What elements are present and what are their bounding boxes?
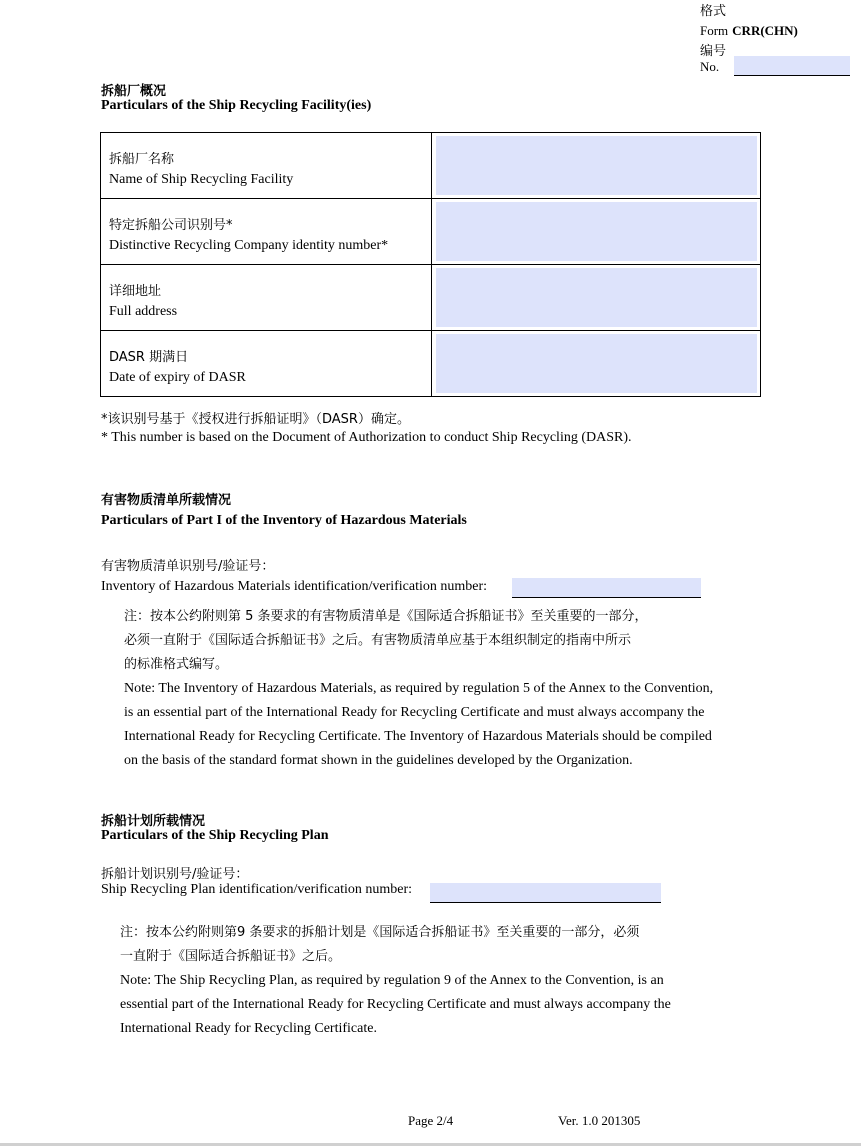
no-label-en: No. xyxy=(700,59,720,74)
note-line-cn: 一直附于《国际适合拆船证书》之后。 xyxy=(120,949,342,964)
form-label-en: Form xyxy=(700,23,729,38)
form-code: CRR(CHN) xyxy=(732,23,798,38)
inventory-note xyxy=(124,605,713,773)
inventory-field-label-cn: 有害物质清单识别号/验证号： xyxy=(101,559,275,574)
note-line-cn: 的标准格式编写。 xyxy=(124,657,229,672)
company-id-label xyxy=(101,199,432,264)
plan-note xyxy=(120,921,671,1041)
label-cn: DASR 期满日 xyxy=(109,350,189,365)
plan-id-input[interactable] xyxy=(430,883,661,903)
inventory-title-en: Particulars of Part I of the Inventory of Hazardous Materials xyxy=(101,513,467,528)
table-row xyxy=(101,265,760,331)
label-cn: 特定拆船公司识别号* xyxy=(109,218,233,233)
note-line-en: International Ready for Recycling Certificate. The Inventory of Hazardous Materials should be compiled xyxy=(124,729,712,744)
note-line-en: Note: The Ship Recycling Plan, as required by regulation 9 of the Annex to the Convention, is an xyxy=(120,973,664,988)
form-label-cn: 格式 xyxy=(700,4,727,19)
dasr-expiry-input[interactable] xyxy=(436,334,757,393)
label-cn: 详细地址 xyxy=(109,284,162,299)
inventory-field-label-en: Inventory of Hazardous Materials identification/verification number: xyxy=(101,579,488,594)
label-en: Name of Ship Recycling Facility xyxy=(109,172,294,187)
page-number: Page 2/4 xyxy=(408,1113,454,1128)
label-en: Distinctive Recycling Company identity number* xyxy=(109,238,389,253)
plan-field-label-cn: 拆船计划识别号/验证号： xyxy=(101,867,249,882)
address-input[interactable] xyxy=(436,268,757,327)
footnote-en: * This number is based on the Document of Authorization to conduct Ship Recycling (DASR). xyxy=(101,430,632,445)
note-line-en: on the basis of the standard format shown in the guidelines developed by the Organization. xyxy=(124,753,633,768)
note-line-en: essential part of the International Ready for Recycling Certificate and must always accompany the xyxy=(120,997,671,1012)
note-line-en: is an essential part of the International Ready for Recycling Certificate and must always accompany the xyxy=(124,705,705,720)
facility-name-label xyxy=(101,133,432,198)
inventory-id-input[interactable] xyxy=(512,578,701,598)
note-line-cn: 注：按本公约附则第9 条要求的拆船计划是《国际适合拆船证书》至关重要的一部分，必须 xyxy=(120,925,640,940)
plan-title-en: Particulars of the Ship Recycling Plan xyxy=(101,828,329,843)
form-number-field[interactable] xyxy=(734,56,850,76)
facility-table xyxy=(100,132,761,397)
note-line-cn: 必须一直附于《国际适合拆船证书》之后。有害物质清单应基于本组织制定的指南中所示 xyxy=(124,633,632,648)
label-en: Date of expiry of DASR xyxy=(109,370,246,385)
table-row xyxy=(101,331,760,396)
footnote-cn: *该识别号基于《授权进行拆船证明》（DASR）确定。 xyxy=(101,412,410,427)
facility-title-en: Particulars of the Ship Recycling Facility(ies) xyxy=(101,98,372,113)
version-label: Ver. 1.0 201305 xyxy=(558,1113,641,1128)
plan-field-label-en: Ship Recycling Plan identification/verification number: xyxy=(101,882,413,897)
table-row xyxy=(101,133,760,199)
note-line-en: International Ready for Recycling Certificate. xyxy=(120,1021,377,1036)
note-line-cn: 注：按本公约附则第 5 条要求的有害物质清单是《国际适合拆船证书》至关重要的一部分， xyxy=(124,609,648,624)
inventory-title-cn: 有害物质清单所载情况 xyxy=(101,493,232,508)
address-label xyxy=(101,265,432,330)
label-en: Full address xyxy=(109,304,178,319)
company-id-input[interactable] xyxy=(436,202,757,261)
label-cn: 拆船厂名称 xyxy=(109,152,175,167)
facility-title-cn: 拆船厂概况 xyxy=(101,84,167,99)
table-row xyxy=(101,199,760,265)
no-label-cn: 编号 xyxy=(700,44,727,59)
note-line-en: Note: The Inventory of Hazardous Materials, as required by regulation 5 of the Annex to the Convention, xyxy=(124,681,714,696)
facility-name-input[interactable] xyxy=(436,136,757,195)
plan-title-cn: 拆船计划所载情况 xyxy=(101,814,206,829)
dasr-expiry-label xyxy=(101,331,432,396)
